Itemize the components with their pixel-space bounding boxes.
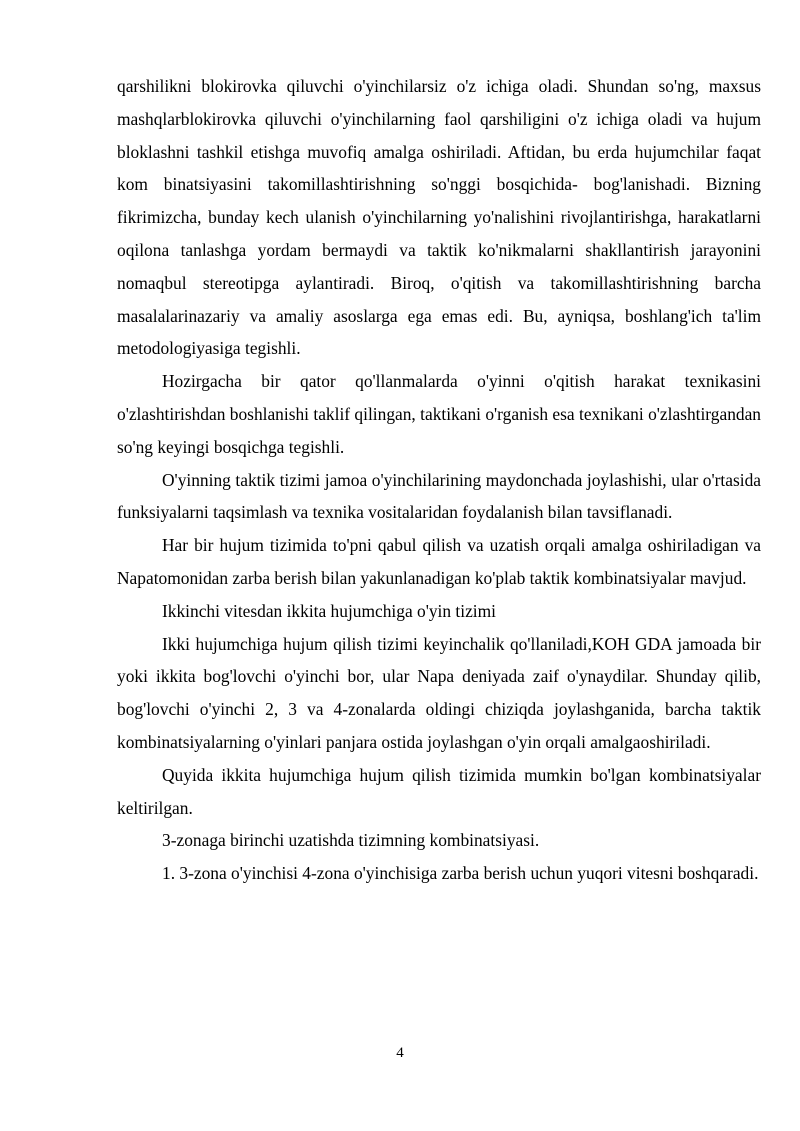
list-item-1: 1. 3-zona o'yinchisi 4-zona o'yinchisiga zarba berish uchun yuqori vitesni boshqaradi. bbox=[162, 863, 759, 884]
page-body bbox=[117, 70, 761, 890]
paragraph-1: qarshilikni blokirovka qiluvchi o'yinchilarsiz o'z ichiga oladi. Shundan so'ng, maxsus mashqlarblokirovka qiluvchi o'yinchilarning faol qarshiligini o'z ichiga oladi va hujum bloklashni tashkil etishga muvofiq amalga oshiriladi. Aftidan, bu erda hujumchilar faqat kom binatsiyasini takomillashtirishning so'nggi bosqichida- bog'lanishadi. Bizning fikrimizcha, bunday kech ulanish o'yinchilarning yo'nalishini rivojlantirishga, harakatlarni oqilona tanlashga yordam bermaydi va taktik ko'nikmalarni shakllantirish jarayonini nomaqbul stereotipga aylantiradi. Biroq, o'qitish va takomillashtirishning barcha masalalarinazariy va amaliy asoslarga ega emas edi. Bu, ayniqsa, boshlang'ich ta'lim metodologiyasiga tegishli. bbox=[117, 76, 761, 359]
paragraph-7: 3-zonaga birinchi uzatishda tizimning kombinatsiyasi. bbox=[162, 830, 540, 851]
paragraph-2: Hozirgacha bir qator qo'llanmalarda o'yinni o'qitish harakat texnikasini o'zlashtirishdan boshlanishi taklif qilingan, taktikani o'rganish esa texnikani o'zlashtirgandan so'ng keyingi bosqichga tegishli. bbox=[117, 371, 761, 457]
paragraph-6: Quyida ikkita hujumchiga hujum qilish tizimida mumkin bo'lgan kombinatsiyalar keltirilgan. bbox=[117, 764, 761, 818]
paragraph-5: Ikki hujumchiga hujum qilish tizimi keyinchalik qo'llaniladi,KOH GDA jamoada bir yoki ikkita bog'lovchi o'yinchi bor, ular Napa deniyada zaif o'ynaydilar. Shunday qilib, bog'lovchi o'yinchi 2, 3 va 4-zonalarda oldingi chiziqda joylashganida, barcha taktik kombinatsiyalarning o'yinlari panjara ostida joylashgan o'yin orqali amalgaoshiriladi. bbox=[117, 633, 761, 752]
section-heading: Ikkinchi vitesdan ikkita hujumchiga o'yin tizimi bbox=[162, 600, 496, 621]
paragraph-4: Har bir hujum tizimida to'pni qabul qilish va uzatish orqali amalga oshiriladigan va Napatomonidan zarba berish bilan yakunlanadigan ko'plab taktik kombinatsiyalar mavjud. bbox=[117, 535, 761, 588]
paragraph-3: O'yinning taktik tizimi jamoa o'yinchilarining maydonchada joylashishi, ular o'rtasida funksiyalarni taqsimlash va texnika vositalaridan foydalanish bilan tavsiflanadi. bbox=[117, 469, 761, 523]
page-number: 4 bbox=[396, 1045, 404, 1061]
